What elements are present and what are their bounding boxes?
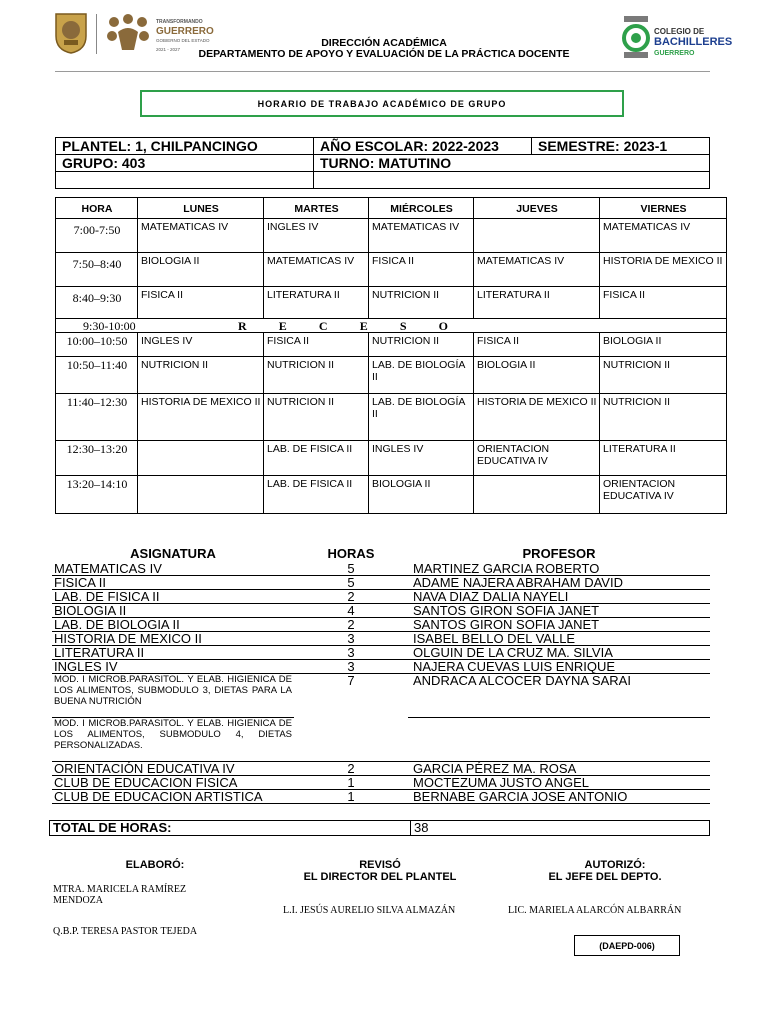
grupo-cell: GRUPO: 403: [56, 155, 314, 172]
subject-row-module-3: [52, 674, 710, 718]
col-header-hora: HORA: [56, 198, 138, 219]
class-cell: LITERATURA II: [474, 287, 600, 319]
recess-label: R E C E S O: [238, 319, 448, 333]
class-cell: NUTRICION II: [600, 394, 727, 441]
time-cell: 13:20–14:10: [56, 476, 138, 514]
subject-row-module-4: [52, 718, 710, 762]
recess-row: [56, 319, 727, 333]
class-cell: LAB. DE BIOLOGÍA II: [369, 394, 474, 441]
class-cell: [138, 441, 264, 476]
col-header-jueves: JUEVES: [474, 198, 600, 219]
schedule-row: [56, 287, 727, 319]
reviso-role: EL DIRECTOR DEL PLANTEL: [303, 871, 457, 883]
subject-row: INGLES IV 3 NAJERA CUEVAS LUIS ENRIQUE: [52, 660, 710, 674]
class-cell: LITERATURA II: [600, 441, 727, 476]
col-header-viernes: VIERNES: [600, 198, 727, 219]
class-cell: ORIENTACION EDUCATIVA IV: [600, 476, 727, 514]
autorizo-name: LIC. MARIELA ALARCÓN ALBARRÁN: [508, 905, 682, 916]
subjects-header-profesor: PROFESOR: [522, 546, 596, 561]
header-departamento: DEPARTAMENTO DE APOYO Y EVALUACIÓN DE LA PRÁCTICA DOCENTE: [198, 48, 570, 60]
time-cell: 10:00–10:50: [56, 333, 138, 357]
subject-row: ORIENTACIÓN EDUCATIVA IV 2 GARCIA PÉREZ MA. ROSA: [52, 762, 710, 776]
class-cell: HISTORIA DE MEXICO II: [474, 394, 600, 441]
cobach-logo-text: COLEGIO DE BACHILLERES GUERRERO: [654, 27, 733, 57]
class-cell: HISTORIA DE MEXICO II: [138, 394, 264, 441]
schedule-row: [56, 441, 727, 476]
schedule-row: [56, 476, 727, 514]
class-cell: HISTORIA DE MEXICO II: [600, 253, 727, 287]
col-header-lunes: LUNES: [138, 198, 264, 219]
class-cell: LAB. DE BIOLOGÍA II: [369, 357, 474, 394]
subjects-header-horas: HORAS: [327, 546, 375, 561]
class-cell: BIOLOGIA II: [138, 253, 264, 287]
cobach-logo-icon: [620, 14, 652, 60]
class-cell: MATEMATICAS IV: [600, 219, 727, 253]
class-cell: MATEMATICAS IV: [264, 253, 369, 287]
class-cell: MATEMATICAS IV: [474, 253, 600, 287]
subject-row: LAB. DE FISICA II 2 NAVA DIAZ DALIA NAYELI: [52, 590, 710, 604]
document-title: HORARIO DE TRABAJO ACADÉMICO DE GRUPO: [257, 98, 507, 109]
reviso-label: REVISÓ: [359, 859, 401, 871]
subjects-table: [52, 545, 710, 804]
class-cell: MATEMATICAS IV: [138, 219, 264, 253]
class-cell: NUTRICION II: [369, 333, 474, 357]
class-cell: MATEMATICAS IV: [369, 219, 474, 253]
semestre-cell: SEMESTRE: 2023-1: [532, 138, 710, 155]
schedule-row: [56, 357, 727, 394]
subject-row: LAB. DE BIOLOGIA II 2 SANTOS GIRON SOFIA JANET: [52, 618, 710, 632]
plantel-cell: PLANTEL: 1, CHILPANCINGO: [56, 138, 314, 155]
class-cell: [474, 476, 600, 514]
subject-row: BIOLOGIA II 4 SANTOS GIRON SOFIA JANET: [52, 604, 710, 618]
class-cell: LAB. DE FISICA II: [264, 476, 369, 514]
document-code: (DAEPD-006): [574, 935, 680, 956]
turno-cell: TURNO: MATUTINO: [314, 155, 710, 172]
autorizo-role: EL JEFE DEL DEPTO.: [548, 871, 662, 883]
empty-cell: [56, 172, 314, 189]
elaboro-name-2: Q.B.P. TERESA PASTOR TEJEDA: [53, 926, 198, 937]
time-cell: 10:50–11:40: [56, 357, 138, 394]
class-cell: INGLES IV: [138, 333, 264, 357]
module-3-name: MOD. I MICROB.PARASITOL. Y ELAB. HIGIENICA DE LOS ALIMENTOS, SUBMODULO 3, DIETAS PARA LA BUENA NUTRICIÓN: [52, 674, 294, 718]
time-cell: 12:30–13:20: [56, 441, 138, 476]
subject-row: CLUB DE EDUCACION FISICA 1 MOCTEZUMA JUSTO ANGEL: [52, 776, 710, 790]
schedule-row: [56, 219, 727, 253]
subject-row: LITERATURA II 3 OLGUIN DE LA CRUZ MA. SILVIA: [52, 646, 710, 660]
class-cell: FISICA II: [600, 287, 727, 319]
class-cell: FISICA II: [138, 287, 264, 319]
schedule-row: [56, 253, 727, 287]
class-cell: LAB. DE FISICA II: [264, 441, 369, 476]
total-label: TOTAL DE HORAS:: [50, 821, 411, 836]
time-cell: 7:00-7:50: [56, 219, 138, 253]
subject-row: MATEMATICAS IV 5 MARTINEZ GARCIA ROBERTO: [52, 562, 710, 576]
anio-cell: AÑO ESCOLAR: 2022-2023: [314, 138, 532, 155]
schedule-row: [56, 394, 727, 441]
subject-row: FISICA II 5 ADAME NAJERA ABRAHAM DAVID: [52, 576, 710, 590]
class-cell: NUTRICION II: [138, 357, 264, 394]
subjects-header-asignatura: ASIGNATURA: [130, 546, 216, 561]
module-professor: ANDRACA ALCOCER DAYNA SARAI: [408, 674, 710, 718]
module-hours: 7: [347, 673, 355, 688]
document-title-box: [140, 90, 624, 117]
col-header-miercoles: MIÉRCOLES: [369, 198, 474, 219]
class-cell: FISICA II: [474, 333, 600, 357]
header-divider: [55, 71, 710, 72]
total-value: 38: [411, 821, 710, 836]
recess-time: 9:30-10:00: [83, 319, 136, 333]
class-cell: INGLES IV: [264, 219, 369, 253]
class-cell: FISICA II: [369, 253, 474, 287]
header-direccion: DIRECCIÓN ACADÉMICA: [321, 37, 447, 49]
class-cell: ORIENTACION EDUCATIVA IV: [474, 441, 600, 476]
class-cell: BIOLOGIA II: [474, 357, 600, 394]
autorizo-label: AUTORIZÓ:: [584, 859, 646, 871]
class-cell: NUTRICION II: [264, 357, 369, 394]
schedule-table: [55, 197, 727, 514]
class-cell: NUTRICION II: [264, 394, 369, 441]
schedule-row: [56, 333, 727, 357]
time-cell: 11:40–12:30: [56, 394, 138, 441]
guerrero-logo-text: TRANSFORMANDO GUERRERO GOBIERNO DEL ESTADO 2021 - 2027: [156, 19, 214, 52]
time-cell: 8:40–9:30: [56, 287, 138, 319]
class-cell: NUTRICION II: [600, 357, 727, 394]
elaboro-name-1: MTRA. MARICELA RAMÍREZ MENDOZA: [53, 884, 187, 906]
class-cell: NUTRICION II: [369, 287, 474, 319]
elaboro-label: ELABORÓ:: [125, 859, 185, 871]
class-cell: LITERATURA II: [264, 287, 369, 319]
class-cell: [138, 476, 264, 514]
subject-row: HISTORIA DE MEXICO II 3 ISABEL BELLO DEL VALLE: [52, 632, 710, 646]
class-cell: INGLES IV: [369, 441, 474, 476]
class-cell: [474, 219, 600, 253]
class-cell: BIOLOGIA II: [369, 476, 474, 514]
time-cell: 7:50–8:40: [56, 253, 138, 287]
module-4-name: MOD. I MICROB.PARASITOL. Y ELAB. HIGIENICA DE LOS ALIMENTOS, SUBMODULO 4, DIETAS PERSONALIZADAS.: [52, 718, 294, 762]
info-table: [55, 137, 710, 189]
class-cell: FISICA II: [264, 333, 369, 357]
subject-row: CLUB DE EDUCACION ARTISTICA 1 BERNABE GARCIA JOSE ANTONIO: [52, 790, 710, 804]
col-header-martes: MARTES: [264, 198, 369, 219]
empty-cell: [314, 172, 710, 189]
class-cell: BIOLOGIA II: [600, 333, 727, 357]
total-hours-table: [49, 820, 710, 836]
reviso-name: L.I. JESÚS AURELIO SILVA ALMAZÁN: [283, 905, 456, 916]
